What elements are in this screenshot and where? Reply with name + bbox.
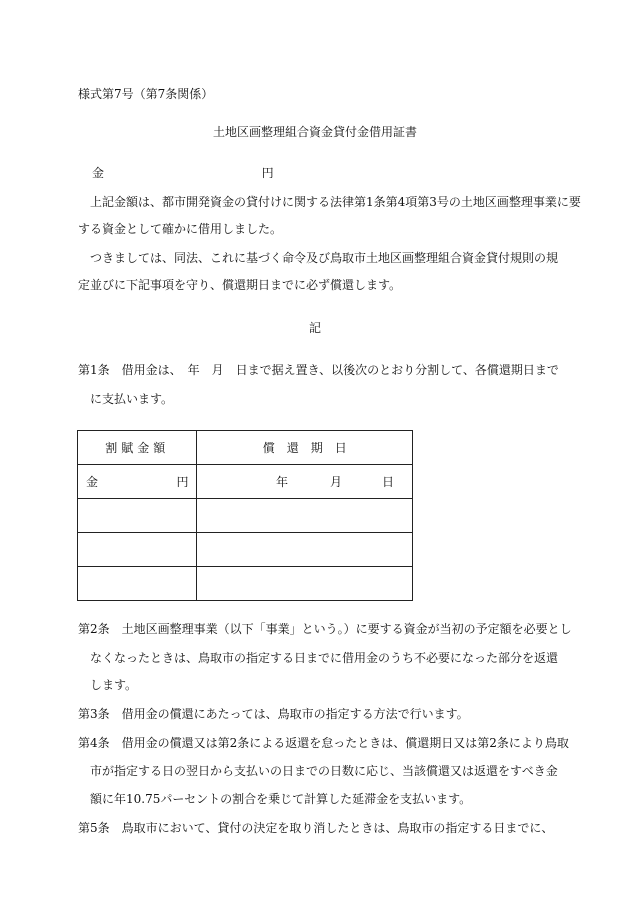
table-row [78, 499, 413, 533]
article4-line-3: 額に年10.75パーセントの割合を乗じて計算した延滞金を支払います。 [90, 792, 472, 806]
repayment-schedule-table [77, 430, 413, 601]
article4-line-1: 第4条 借用金の償還又は第2条による返還を怠ったときは、償還期日又は第2条により鳥取 [78, 736, 569, 750]
article4-line-2: 市が指定する日の翌日から支払いの日までの日数に応じ、当該償還又は返還をすべき金 [90, 764, 558, 778]
header-installment-amount: 割賦金額 [78, 431, 197, 465]
table-row [78, 533, 413, 567]
form-number: 様式第7号（第7条関係） [78, 87, 214, 101]
article1-line-1: 第1条 借用金は、 年 月 日まで据え置き、以後次のとおり分割して、各償還期日まで [78, 363, 559, 377]
document-title: 土地区画整理組合資金貸付金借用証書 [212, 125, 417, 139]
article1-line-2: に支払います。 [90, 392, 174, 406]
intro-line-3: つきましては、同法、これに基づく命令及び鳥取市土地区画整理組合資金貸付規則の規 [90, 251, 559, 265]
ki-heading: 記 [308, 321, 321, 335]
intro-line-1: 上記金額は、都市開発資金の貸付けに関する法律第1条第4項第3号の土地区画整理事業に要 [90, 195, 581, 209]
article2-line-3: します。 [90, 678, 138, 692]
table-row [78, 465, 413, 499]
article2-line-2: なくなったときは、鳥取市の指定する日までに借用金のうち不必要になった部分を返還 [90, 651, 559, 665]
row-amount-unit: 円 [176, 475, 189, 489]
amount-label: 金 [92, 166, 105, 180]
header-repayment-date: 償 還 期 日 [197, 431, 413, 465]
table-row [78, 567, 413, 601]
amount-line [92, 165, 274, 181]
intro-line-4: 定並びに下記事項を守り、償還期日までに必ず償還します。 [78, 278, 402, 292]
row-amount-label: 金 [86, 475, 99, 489]
article5-line-1: 第5条 鳥取市において、貸付の決定を取り消したときは、鳥取市の指定する日までに、 [78, 821, 554, 835]
article2-line-1: 第2条 土地区画整理事業（以下「事業」という。）に要する資金が当初の予定額を必要とし [78, 622, 572, 636]
article3-line-1: 第3条 借用金の償還にあたっては、鳥取市の指定する方法で行います。 [78, 707, 469, 721]
row-day: 日 [381, 475, 394, 489]
row-year: 年 [275, 475, 288, 489]
intro-line-2: する資金として確かに借用しました。 [78, 222, 283, 236]
amount-unit: 円 [261, 166, 274, 180]
table-header-row [78, 431, 413, 465]
row-month: 月 [329, 475, 342, 489]
